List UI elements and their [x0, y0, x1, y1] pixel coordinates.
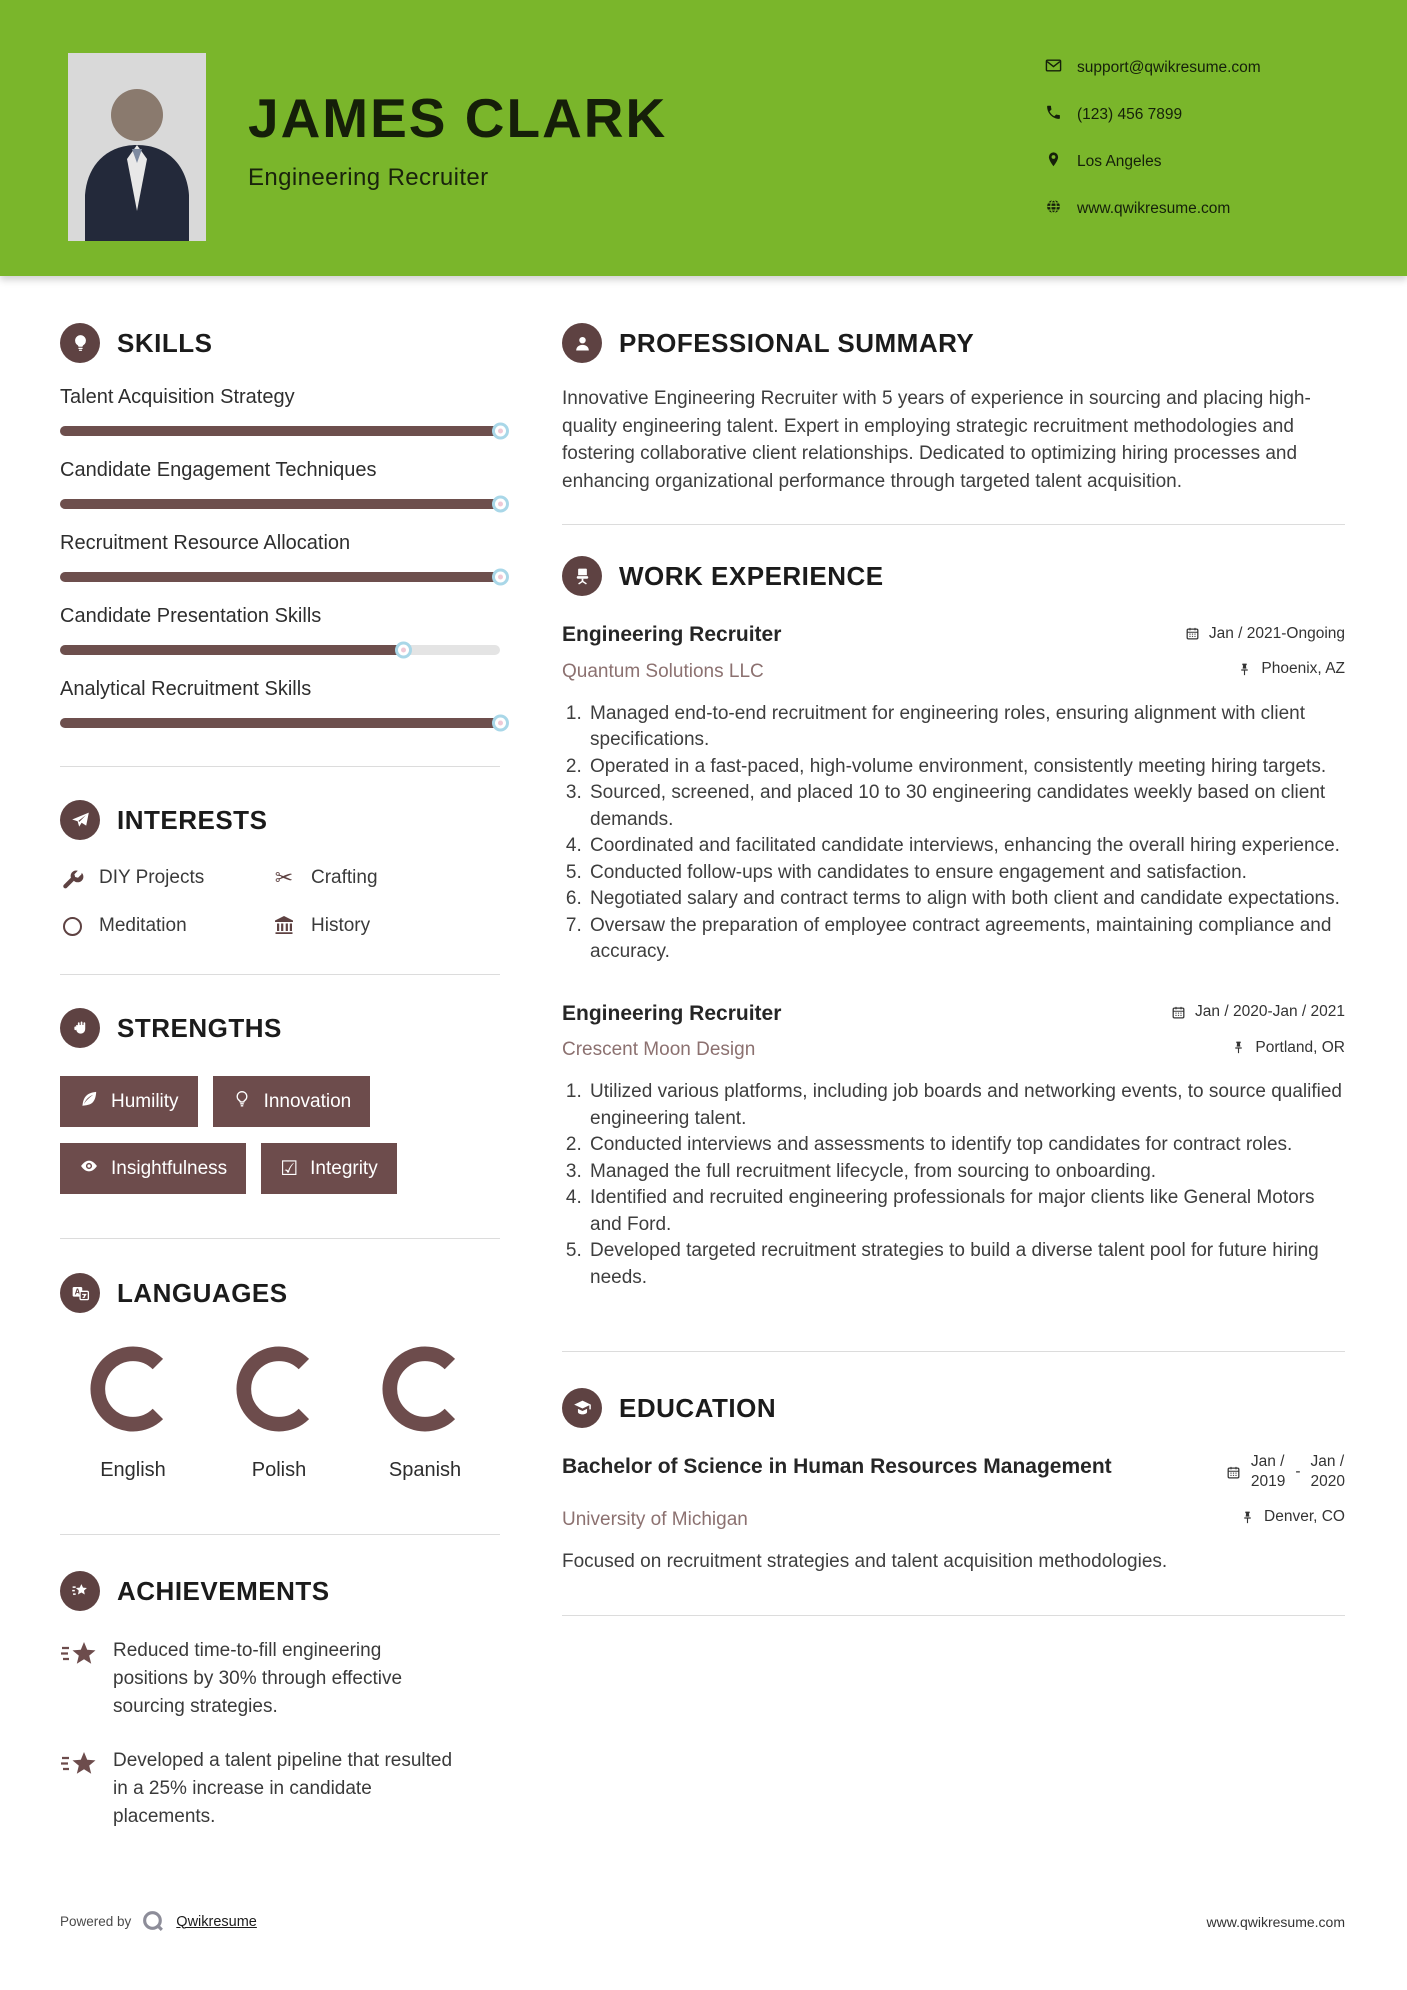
divider	[60, 1534, 500, 1535]
contact-website	[1045, 198, 1345, 220]
person-icon	[562, 323, 602, 363]
interest-item	[272, 866, 500, 890]
education-heading: EDUCATION	[619, 1392, 777, 1423]
contact-location	[1045, 151, 1345, 173]
skill-bar-track	[60, 499, 500, 509]
skill-slider-handle[interactable]	[492, 569, 509, 586]
skill-bar-fill	[60, 645, 403, 655]
contact-location-text: Los Angeles	[1077, 153, 1162, 170]
contact-website-text: www.qwikresume.com	[1077, 200, 1231, 217]
job-bullet-list	[562, 701, 1345, 966]
powered-by	[60, 1909, 257, 1934]
identity	[248, 86, 667, 192]
job-entry	[562, 623, 1345, 966]
strength-label: Innovation	[263, 1090, 352, 1112]
museum-icon	[272, 914, 296, 938]
job-bullet: 5. Developed targeted recruitment strategies to build a diverse talent pool for future hiring needs.	[587, 1238, 1345, 1291]
interest-label: Meditation	[99, 915, 187, 936]
education-dates	[1226, 1452, 1345, 1492]
job-dates-text: Jan / 2020-Jan / 2021	[1195, 1003, 1345, 1020]
skill-label: Candidate Presentation Skills	[60, 605, 322, 627]
contact-phone-text: (123) 456 7899	[1077, 106, 1183, 123]
skill-item	[60, 605, 500, 655]
skill-bar-fill	[60, 718, 500, 728]
interest-label: DIY Projects	[99, 867, 205, 888]
job-location-text: Portland, OR	[1255, 1038, 1345, 1056]
date-year: 2019	[1250, 1473, 1286, 1491]
divider	[60, 766, 500, 767]
translate-icon	[60, 1273, 100, 1313]
education-section	[562, 1388, 1345, 1616]
skill-label: Talent Acquisition Strategy	[60, 386, 295, 408]
contact-phone	[1045, 104, 1345, 126]
eye-icon	[79, 1156, 99, 1182]
job-dates	[1171, 1003, 1345, 1021]
language-arc	[381, 1345, 469, 1433]
skill-item	[60, 386, 500, 436]
skill-bar-fill	[60, 572, 500, 582]
job-dates-text: Jan / 2021-Ongoing	[1208, 624, 1345, 642]
education-note: Focused on recruitment strategies and talent acquisition methodologies.	[562, 1550, 1168, 1572]
skills-heading: SKILLS	[117, 327, 213, 358]
job-bullet: 4. Coordinated and facilitated candidate interviews, enhancing the overall hiring experience.	[587, 833, 1345, 860]
checkbox-icon: ☑	[280, 1157, 299, 1180]
achievement-item	[60, 1747, 500, 1831]
skill-bar-fill	[60, 499, 500, 509]
achievements-section	[60, 1571, 500, 1831]
lightbulb-icon	[60, 323, 100, 363]
skill-bar-track	[60, 645, 500, 655]
strength-tag	[261, 1143, 397, 1194]
strength-tag	[213, 1076, 371, 1127]
language-arc	[235, 1345, 323, 1433]
language-label: Polish	[251, 1459, 307, 1481]
footer	[60, 1909, 1345, 1934]
date-separator: -	[1295, 1463, 1301, 1481]
calendar-icon	[1226, 1465, 1241, 1480]
strength-tag	[60, 1143, 246, 1194]
achievement-text: Developed a talent pipeline that resulted in a 25% increase in candidate placements.	[113, 1750, 453, 1827]
job-dates	[1185, 625, 1345, 643]
job-company: Quantum Solutions LLC	[562, 660, 764, 682]
education-date-end	[1311, 1452, 1345, 1492]
qwikresume-link[interactable]: Qwikresume	[176, 1913, 257, 1930]
skills-section	[60, 323, 500, 767]
strength-label: Humility	[111, 1090, 179, 1112]
strength-tag	[60, 1076, 198, 1127]
globe-icon	[1045, 198, 1062, 220]
paper-plane-icon	[60, 800, 100, 840]
job-title: Engineering Recruiter	[562, 623, 782, 646]
job-bullet: 3. Sourced, screened, and placed 10 to 30 engineering candidates weekly based on client demands.	[587, 780, 1345, 833]
language-item	[206, 1345, 352, 1482]
job-location-text: Phoenix, AZ	[1261, 660, 1345, 677]
person-name: JAMES CLARK	[248, 87, 668, 149]
work-heading: WORK EXPERIENCE	[619, 560, 884, 591]
date-year: 2020	[1310, 1473, 1345, 1491]
job-entry	[562, 1002, 1345, 1292]
job-location	[1231, 1039, 1345, 1057]
education-location	[1240, 1508, 1345, 1526]
pushpin-icon	[1231, 1040, 1246, 1055]
person-title: Engineering Recruiter	[248, 164, 489, 191]
strength-label: Insightfulness	[111, 1157, 228, 1179]
svg-text:A: A	[74, 1286, 80, 1296]
achievement-item	[60, 1637, 500, 1721]
skill-label: Analytical Recruitment Skills	[60, 678, 312, 700]
education-location-text: Denver, CO	[1264, 1508, 1345, 1526]
skill-item	[60, 459, 500, 509]
scissors-icon: ✂	[274, 865, 294, 890]
strengths-heading: STRENGTHS	[117, 1012, 282, 1043]
sidebar	[60, 276, 500, 1831]
divider	[562, 1351, 1345, 1352]
circle-icon	[60, 914, 84, 938]
email-icon	[1045, 57, 1062, 79]
skill-slider-handle[interactable]	[395, 642, 412, 659]
divider	[60, 974, 500, 975]
skill-item	[60, 532, 500, 582]
contact-email-text: support@qwikresume.com	[1077, 59, 1261, 76]
leaf-icon	[79, 1089, 99, 1115]
phone-icon	[1045, 104, 1062, 126]
job-bullet: 1. Utilized various platforms, including job boards and networking events, to source qualified engineering talent.	[587, 1079, 1345, 1132]
interest-item	[272, 914, 500, 938]
profile-photo	[68, 53, 206, 241]
job-title: Engineering Recruiter	[562, 1001, 782, 1025]
achievements-heading: ACHIEVEMENTS	[117, 1575, 330, 1606]
calendar-icon	[1171, 1005, 1186, 1020]
languages-heading: LANGUAGES	[117, 1277, 288, 1308]
language-item	[352, 1345, 498, 1482]
achievement-text: Reduced time-to-fill engineering positions by 30% through effective sourcing strategies.	[113, 1640, 403, 1717]
divider	[562, 1615, 1345, 1616]
degree-title: Bachelor of Science in Human Resources Management	[562, 1455, 1112, 1478]
job-bullet-list	[562, 1079, 1345, 1291]
skill-slider-handle[interactable]	[492, 423, 509, 440]
skill-label: Recruitment Resource Allocation	[60, 532, 351, 554]
skill-bar-track	[60, 426, 500, 436]
footer-site-url: www.qwikresume.com	[1206, 1913, 1345, 1930]
skill-bar-track	[60, 572, 500, 582]
graduate-icon	[562, 1388, 602, 1428]
bulb-icon	[232, 1089, 252, 1115]
shooting-star-icon	[60, 1750, 97, 1778]
summary-section	[562, 323, 1345, 525]
summary-heading: PROFESSIONAL SUMMARY	[619, 327, 975, 358]
interest-label: Crafting	[311, 867, 378, 888]
location-icon	[1045, 151, 1062, 173]
calendar-icon	[1185, 626, 1200, 641]
contact-email	[1045, 57, 1345, 79]
job-bullet: 5. Conducted follow-ups with candidates to ensure engagement and satisfaction.	[587, 860, 1345, 887]
skill-slider-handle[interactable]	[492, 496, 509, 513]
interests-section	[60, 800, 500, 975]
summary-text: Innovative Engineering Recruiter with 5 years of experience in sourcing and placing high-quality engineering talent. Expert in employing strategic recruitment methodologies and fostering collaborative client relationships. Dedicated to optimizing hiring processes and enhancing organizational performance through targeted talent acquisition.	[562, 388, 1311, 492]
job-bullet: 2. Conducted interviews and assessments to identify top candidates for contract roles.	[587, 1132, 1345, 1159]
job-location	[1237, 660, 1345, 678]
interest-label: History	[311, 915, 371, 936]
date-month: Jan /	[1250, 1453, 1285, 1470]
interest-item	[60, 866, 272, 890]
work-section	[562, 556, 1345, 1352]
job-company: Crescent Moon Design	[562, 1039, 756, 1060]
skill-label: Candidate Engagement Techniques	[60, 459, 377, 481]
qwikresume-logo-icon	[141, 1909, 166, 1934]
skill-item	[60, 678, 500, 728]
strengths-section	[60, 1008, 500, 1239]
interests-heading: INTERESTS	[117, 804, 268, 835]
star-badge-icon	[60, 1571, 100, 1611]
language-label: English	[100, 1459, 166, 1481]
job-bullet: 2. Operated in a fast-paced, high-volume environment, consistently meeting hiring targets.	[587, 754, 1345, 781]
strength-label: Integrity	[310, 1157, 378, 1179]
job-bullet: 6. Negotiated salary and contract terms to align with both client and candidate expectations.	[587, 886, 1345, 913]
shooting-star-icon	[60, 1640, 97, 1668]
job-bullet: 1. Managed end-to-end recruitment for engineering roles, ensuring alignment with client specifications.	[587, 701, 1345, 754]
skill-slider-handle[interactable]	[492, 715, 509, 732]
language-item	[60, 1345, 206, 1482]
interest-item	[60, 914, 272, 938]
language-arc	[89, 1345, 177, 1433]
job-bullet: 4. Identified and recruited engineering professionals for major clients like General Motors and Ford.	[587, 1185, 1345, 1238]
office-chair-icon	[562, 556, 602, 596]
divider	[60, 1238, 500, 1239]
skill-bar-track	[60, 718, 500, 728]
divider	[562, 524, 1345, 525]
pushpin-icon	[1240, 1510, 1255, 1525]
languages-section	[60, 1273, 500, 1535]
contact-list	[1045, 57, 1345, 220]
language-label: Spanish	[388, 1459, 462, 1481]
date-month: Jan /	[1310, 1453, 1345, 1470]
job-bullet: 3. Managed the full recruitment lifecycle, from sourcing to onboarding.	[587, 1159, 1345, 1186]
job-bullet: 7. Oversaw the preparation of employee contract agreements, maintaining compliance and accuracy.	[587, 913, 1345, 966]
skill-bar-fill	[60, 426, 500, 436]
school-name: University of Michigan	[562, 1508, 748, 1530]
fist-icon	[60, 1008, 100, 1048]
pushpin-icon	[1237, 662, 1252, 677]
powered-by-text: Powered by	[60, 1914, 132, 1929]
main-content	[562, 276, 1345, 1831]
header	[0, 0, 1407, 276]
wrench-icon	[60, 866, 84, 890]
education-date-start	[1251, 1452, 1285, 1492]
